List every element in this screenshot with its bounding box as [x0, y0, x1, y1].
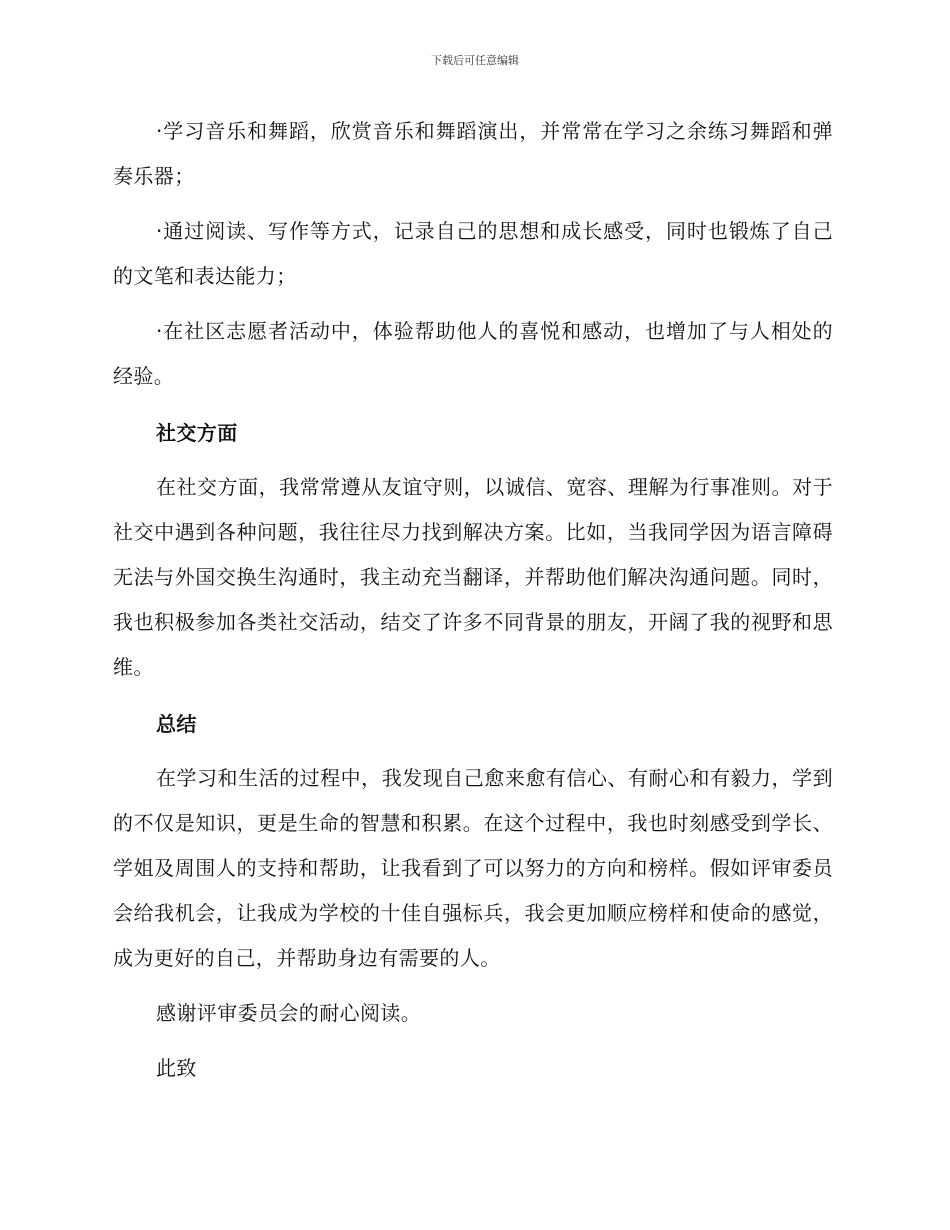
closing-thanks: 感谢评审委员会的耐心阅读。 — [156, 1001, 422, 1025]
page-header-note: 下载后可任意编辑 — [431, 54, 519, 67]
bullet-item-volunteer: ·在社区志愿者活动中，体验帮助他人的喜悦和感动，也增加了与人相处的经验。 — [113, 319, 833, 388]
closing-salutation: 此致 — [156, 1056, 197, 1080]
section-heading-summary: 总结 — [156, 712, 197, 736]
document-body — [113, 109, 833, 1101]
section-body-summary: 在学习和生活的过程中，我发现自己愈来愈有信心、有耐心和有毅力，学到的不仅是知识，更是生命的智慧和积累。在这个过程中，我也时刻感受到学长、学姐及周围人的支持和帮助，让我看到了可以努力的方向和榜样。假如评审委员会给我机会，让我成为学校的十佳自强标兵，我会更加顺应榜样和使命的感觉，成为更好的自己，并帮助身边有需要的人。 — [113, 766, 833, 970]
bullet-item-writing: ·通过阅读、写作等方式，记录自己的思想和成长感受，同时也锻炼了自己的文笔和表达能力； — [113, 219, 833, 288]
section-body-social: 在社交方面，我常常遵从友谊守则，以诚信、宽容、理解为行事准则。对于社交中遇到各种问题，我往往尽力找到解决方案。比如，当我同学因为语言障碍无法与外国交换生沟通时，我主动充当翻译，并帮助他们解决沟通问题。同时，我也积极参加各类社交活动，结交了许多不同背景的朋友，开阔了我的视野和思维。 — [113, 475, 833, 679]
bullet-item-music: ·学习音乐和舞蹈，欣赏音乐和舞蹈演出，并常常在学习之余练习舞蹈和弹奏乐器； — [113, 119, 833, 188]
section-heading-social: 社交方面 — [156, 421, 238, 445]
